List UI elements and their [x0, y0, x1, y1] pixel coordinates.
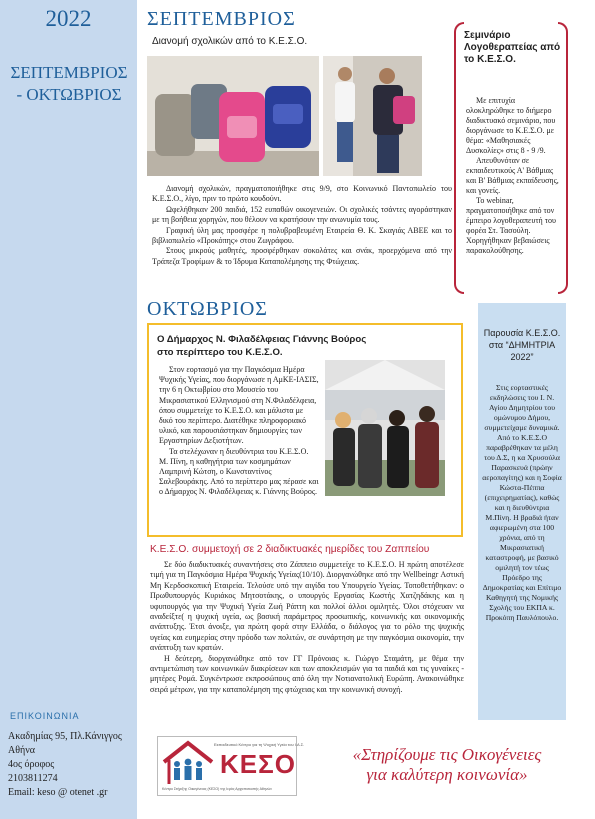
october-heading: ΟΚΤΩΒΡΙΟΣ [147, 298, 268, 320]
motto: «Στηρίζουμε τις Οικογένειες για καλύτερη κοινωνία» [352, 745, 542, 784]
seminar-title: Σεμινάριο Λογοθεραπείας από το Κ.Ε.Σ.Ο. [464, 30, 561, 65]
booth-group-photo [325, 360, 445, 496]
logo-tagline: Εκπαιδευτικό Κέντρο για τη Ψυχική Υγεία του Ι.Α.Σ. [214, 742, 305, 747]
issue-year: 2022 [45, 6, 92, 31]
logo-bottom-text: Κέντρο Στήριξης Οικογένειας (ΚΕΣΟ) της Ιεράς Αρχιεπισκοπής Αθηνών [162, 787, 273, 791]
bracket-left [454, 22, 464, 294]
seminar-text: Με επιτυχία ολοκληρώθηκε το διήμερο διαδικτυακό σεμινάριο, που διοργάνωσε το Κ.Ε.Σ.Ο. με θέμα: «Μαθησιακές Δυσκολίες» στις 8 - 9 /9. Απευθυνόταν σε εκπαιδευτικούς Α' Βάθμιας και Β' Βάθμιας εκπαίδευσης, και γονείς. Το webinar, πραγματοποιήθηκε από τον έμπειρο λογοθεραπευτή του φορέα Στ. Τασούλη. Χορηγήθηκαν βεβαιώσεις παρακολούθησης. [466, 96, 559, 255]
dimitria-title: Παρουσία Κ.Ε.Σ.Ο. στα “ΔΗΜΗΤΡΙΑ 2022” [483, 328, 561, 362]
contact-floor: 4ος όροφος [8, 759, 55, 770]
school-bags-illustration [147, 56, 319, 176]
zappeio-heading: Κ.Ε.Σ.Ο. συμμετοχή σε 2 διαδικτυακές ημερίδες του Ζαππείου [150, 544, 430, 555]
contact-email[interactable]: Email: keso @ otenet .gr [8, 787, 108, 798]
volunteers-illustration [323, 56, 422, 176]
volunteers-photo [323, 56, 422, 176]
house-family-icon [162, 740, 214, 786]
mayor-box-text: Στον εορτασμό για την Παγκόσμια Ημέρα Ψυχικής Υγείας, που διοργάνωσε η ΑμΚΕ-ΙΑΣΙΣ, την 6 η Οκτωβρίου στο Μουσείο του Μικρασιατικού Ελληνισμού στη Ν.Φιλαδέλφεια, όπου συμμετείχε το Κ.Ε.Σ.Ο. και μάλιστα με δικό του περίπτερο. Διατέθηκε πληροφοριακό υλικό, και παρουσιάστηκαν δημιουργίες των Εργαστηρίων Δεξιοτήτων. Τα στελέχωναν η διευθύντρια του Κ.Ε.Σ.Ο. Μ. Πίνη, η καθηγήτρια των κοσμημάτων Λαμπρινή Κώτση, ο Κωνσταντίνος Σαλεβουράκης. Από το περίπτερο μας πέρασε και ο Δήμαρχος Ν. Φιλαδέλφειας κ. Γιάννης Βούρος. [159, 365, 319, 497]
dimitria-text: Στις εορταστικές εκδηλώσεις του Ι. Ν. Αγίου Δημητρίου του ομώνυμου Δήμου, συμμετείχαμε δυναμικά. Από το Κ.Ε.Σ.Ο παραβρέθηκαν τα μέλη του Δ.Σ, η κα Χρυσούλα Παρασκευά (πρώην αεροπαγίτης) και η Σοφία Κώστα-Πέππα (επιχειρηματίας), καθώς και η διευθύντρια Μ.Πίνη. Η βραδιά ήταν αφιερωμένη στα 100 χρόνια, από τη Μικρασιατική καταστροφή, με βασικό ομιλητή τον τέως Πρόεδρο της Δημοκρατίας και Επίτιμο Καθηγητή της Νομικής Σχολής του ΕΚΠΑ κ. Προκόπη Παυλόπουλο. [482, 383, 562, 622]
zappeio-article: Σε δύο διαδικτυακές συναντήσεις στο Ζάππειο συμμετείχε το Κ.Ε.Σ.Ο. Η πρώτη αποτέλεσε τιμή για τη Παγκόσμια Ημέρα Ψυχικής Υγείας(10/10). Διοργανώθηκε από την Wellbeingr Αστική Μη Κερδοσκοπική Εταιρεία. Τελούσε υπό την αιγίδα του Υπουργείο Υγείας. Τοποθετήθηκαν: ο Πρωθυπουργός Κυριάκος Μητσοτάκης, ο υπουργός Εργασίας Κωστής Χατζηδάκης και η υφυπουργός για την Ψυχική Υγεία Ζωή Ράπτη και πολλοί άλλοι ομιλητές. Όλοι στόχευαν να αναδείξτε( η ψυχική υγεία, ως βασική παράμετρος προσωπικής, κοινωνικής και οικονομικής ανάπτυξης. Έτσι άνοιξε, για πρώτη φορά στην Ελλάδα, ο διάλογος για το ρόλο της ψυχικής υγείας και ευημερίας στην πρόοδο των πολιτών, σε συνάρτηση με την παγκόσμια οικονομία, την ανάπτυξη των κρατών. Η δεύτερη, διοργανώθηκε από τον ΓΓ Πρόνοιας κ. Γιώργο Σταμάτη, με θέμα την αντιμετώπιση των κοινωνικών διακρίσεων και των αποκλεισμών για τα παιδιά και τις γυναίκες - μητέρες Ρομά. Συγκέντρωσε εκπροσώπους από όλη την Νοτιανατολική Ευρώπη. Ανακοινώθηκε σειρά μέτρων, για την καταπολέμηση της φτώχειας και την κοινωνική συνοχή. [150, 560, 464, 694]
september-caption: Διανομή σχολικών από το Κ.Ε.Σ.Ο. [152, 36, 308, 47]
issue-months: ΣΕΠΤΕΜΒΡΙΟΣ - ΟΚΤΩΒΡΙΟΣ [10, 63, 128, 104]
seminar-box [454, 22, 568, 294]
contact-address: Ακαδημίας 95, Πλ.Κάνιγγος [8, 731, 122, 742]
september-article: Διανομή σχολικών, πραγματοποιήθηκε στις 9/9, στο Κοινωνικό Παντοπωλείο του Κ.Ε.Σ.Ο., λίγο, πριν το πρώτο κουδούνι. Ωφελήθηκαν 200 παιδιά, 152 ευπαθών οικογενειών. Οι σχολικές τσάντες αγοράστηκαν με τη βοήθεια χορηγών, που θέλουν να κρατήσουν την ανωνυμία τους. Γραφική ύλη μας προσφέρε η πολυβραβευμένη Εταιρεία Θ. Κ. Σκαγιάς ΑΒΕΕ και το βιβλιοπωλείο «Προκόπης» στου Ζωγράφου. Στους μικρούς μαθητές, προσφέρθηκαν σοκολάτες και σνάκ, προερχόμενα από την Τράπεζα Τροφίμων & το Ίδρυμα Καταπολέμησης της Φτώχειας. [152, 184, 452, 266]
left-sidebar [0, 0, 137, 819]
school-bags-photo [147, 56, 319, 176]
booth-group-illustration [325, 360, 445, 496]
contact-phone: 2103811274 [8, 773, 58, 784]
mayor-box-title: Ο Δήμαρχος Ν. Φιλαδέλφειας Γιάννης Βούρος στο περίπτερο του Κ.Ε.Σ.Ο. [157, 334, 367, 358]
dimitria-box [478, 303, 566, 720]
logo-wordmark: ΚΕΣΟ [220, 749, 296, 779]
september-heading: ΣΕΠΤΕΜΒΡΙΟΣ [147, 8, 296, 30]
contact-title: ΕΠΙΚΟΙΝΩΝΙΑ [10, 711, 80, 721]
keso-logo [157, 736, 305, 796]
contact-city: Αθήνα [8, 745, 36, 756]
